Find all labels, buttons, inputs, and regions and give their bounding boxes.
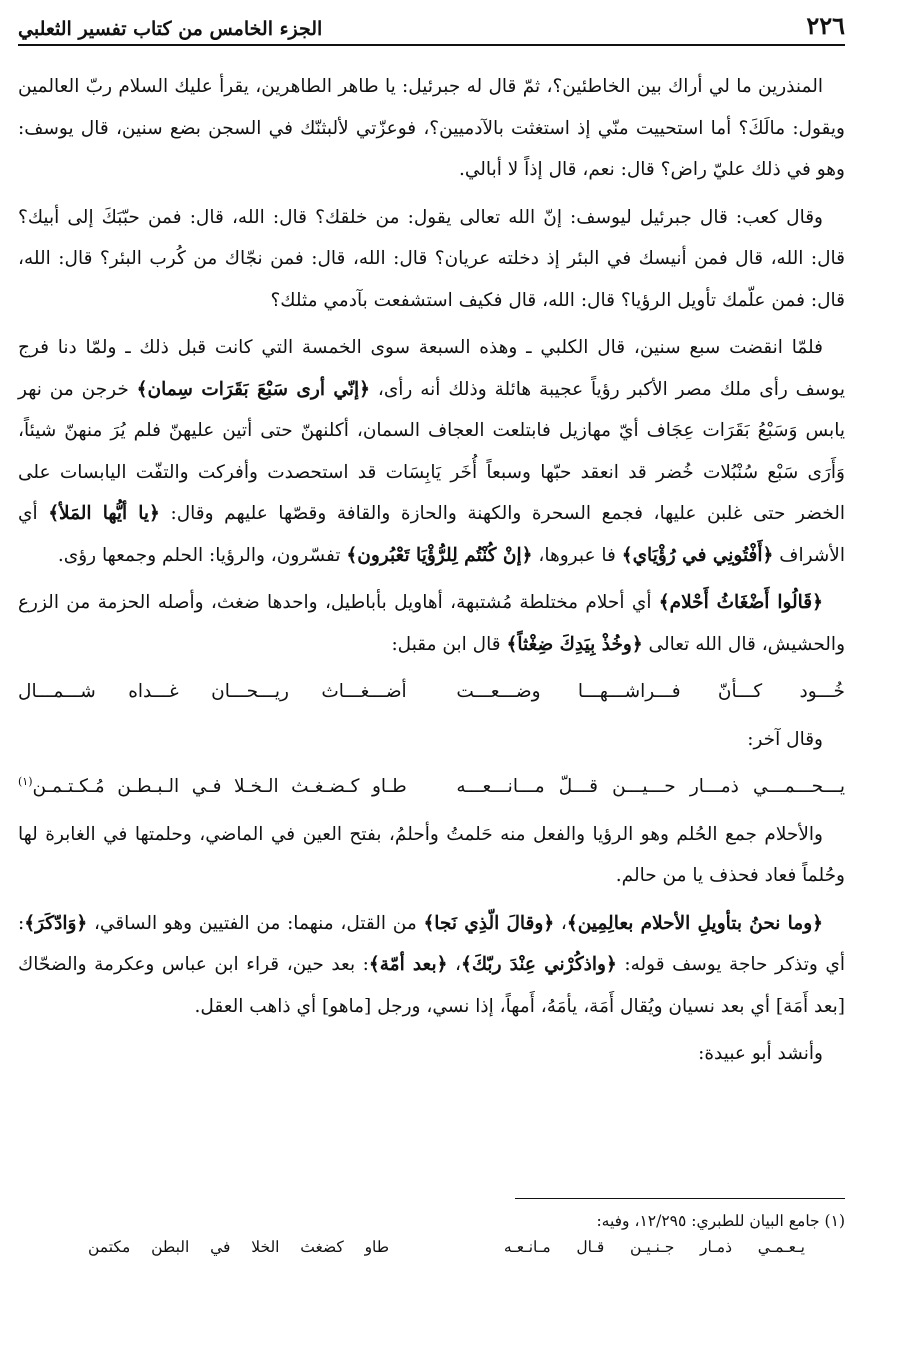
paragraph-text: وَسَبْعُ بَقَرَات عِجَاف أيّ مهازيل فابتلعت العجاف السمان، أكلنهنّ حتى أتين عليهنّ فلم يُرَ منهنّ شيئاً، وَأَرَى سَبْع سُنْبُلات خُضر قد انعقد حبّها وسبعاً أُخَر يَابِسَات قد استحصدت وأفركت والتفّت اليابسات على الخضر حتى غلبن عليها، فجمع السحرة والكهنة والحازة والقافة وقصّها عليهم وقال: <box>18 420 845 524</box>
quran-quote: ﴿يا أيُّها المَلأ﴾ <box>48 503 160 524</box>
quran-quote: ﴿واذكُرْني عِنْدَ ربّكَ﴾ <box>461 954 617 975</box>
quran-quote: ﴿بعد أمّة﴾ <box>368 954 448 975</box>
paragraph-text: المنذرين ما لي أراك بين الخاطئين؟، ثمّ قال له جبرئيل: يا طاهر الطاهرين، يقرأ عليك السلام ربّ العالمين ويقول: مالَكَ؟ أما استحييت منّي إذ استغثت بالآدميين؟، فوعزّتي لألبثنّك في السجن بضع سنين، قال يوسف: وهو في ذلك عليّ راض؟ قال: نعم، قال إذاً لا أبالي. <box>18 76 845 180</box>
paragraph-text: : أي وتذكر حاجة يوسف قوله: <box>18 912 846 975</box>
footnote-verse-second-hemistich: طاو كضغث الخلا في البطن مكتمن <box>88 1238 390 1256</box>
paragraph-text: فا عبروها، <box>532 544 622 566</box>
paragraph-text: خرجن من نهر يابس <box>18 378 845 441</box>
footnote-verse-first-hemistich: يـعـمـي ذمـار جـنـيـن قـال مـانـعـه <box>503 1238 805 1256</box>
paragraph <box>18 582 845 665</box>
footnotes <box>18 1208 845 1260</box>
paragraph-text: من القتل، منهما: من الفتيين وهو الساقي، <box>87 912 424 934</box>
footnote-verse <box>18 1234 845 1260</box>
paragraph-text: ، <box>447 954 461 975</box>
other-poet-intro: وقال آخر: <box>747 728 823 750</box>
footnote-divider <box>515 1198 845 1199</box>
poem-verse-2 <box>18 766 845 808</box>
paragraph-text: والأحلام جمع الحُلم وهو الرؤيا والفعل منه حَلمتُ وأحلمُ، بفتح العين في الماضي، وحلمتها في الغابرة لها وحُلماً فعاد فحذف يا من حالم. <box>18 823 845 886</box>
paragraph <box>18 66 845 191</box>
paragraph-text: ، <box>554 912 567 934</box>
footnote-1: (١) جامع البيان للطبري: ١٢/٢٩٥، وفيه: <box>596 1212 845 1230</box>
paragraph-text: قال ابن مقبل: <box>391 633 507 655</box>
quran-quote: ﴿وقالَ الّذِي نَجا﴾ <box>423 912 555 934</box>
poem-verse-1 <box>18 671 845 713</box>
paragraph-text: : بعد حين، قراء ابن عباس وعكرمة والضحّاك [بعد أَمَة] أي بعد نسيان ويُقال أَمَة، يأمَهُ، أَمهاً، إذا نسي، ورجل [ماهو] أي ذاهب العقل. <box>18 954 845 1017</box>
paragraph <box>18 197 845 322</box>
main-text <box>18 66 845 1081</box>
verse-2-first-hemistich: يـــحـــمـــي ذمـــار حـــيـــن قـــلّ مـــانـــعـــه <box>456 776 845 797</box>
verse-2-second-hemistich <box>18 766 407 808</box>
paragraph-text: أي أحلام مختلطة مُشتبهة، أهاويل بأباطيل، واحدها ضغث، وأصله الحزمة من الزرع والحشيش، قال الله تعالى <box>18 592 845 655</box>
quran-quote: ﴿أَفْتُونِي في رُؤْيَاي﴾ <box>621 544 774 566</box>
verse-2-second-text: طـاو كـضـغـث الـخـلا فـي الـبـطـن مُـكـتـمـن <box>32 776 407 797</box>
quran-quote: ﴿إنْ كُنْتُم لِلرُّؤْيَا تَعْبُرون﴾ <box>346 544 533 566</box>
page-header <box>18 10 845 46</box>
paragraph-group-2 <box>18 814 845 1028</box>
page-number: ٢٢٦ <box>806 11 845 40</box>
paragraph-text: تفسّرون، والرؤيا: الحلم وجمعها رؤى. <box>57 544 347 566</box>
quran-quote: ﴿وخُذْ بِيَدِكَ ضِغْثاً﴾ <box>506 633 643 655</box>
paragraph <box>18 327 845 576</box>
running-title: الجزء الخامس من كتاب تفسير الثعلبي <box>18 18 323 40</box>
quran-quote: ﴿إنّي أرى سَبْعَ بَقَرَات سِمان﴾ <box>136 378 370 400</box>
footnote-marker[interactable]: (١) <box>18 774 33 788</box>
quran-quote: ﴿وما نحنُ بتأويلِ الأحلام بعالِمِين﴾ <box>566 912 823 934</box>
paragraph <box>18 814 845 897</box>
closing-line: وأنشد أبو عبيدة: <box>698 1043 823 1064</box>
verse-1-second-hemistich: أضـــغـــاث ريـــحـــان غـــداه شـــمـــال <box>18 681 407 702</box>
verse-1-first-hemistich: خُـــود كـــأنّ فـــراشـــهـــا وضـــعـــت <box>456 681 845 702</box>
quran-quote: ﴿قَالُوا أَضْغَاثُ أَحْلام﴾ <box>658 592 823 613</box>
quran-quote: ﴿وَادّكَرَ﴾ <box>24 912 88 934</box>
paragraph-group-1 <box>18 66 845 665</box>
paragraph-text: وقال كعب: قال جبرئيل ليوسف: إنّ الله تعالى يقول: من خلقك؟ قال: الله، قال: فمن حبّبَكَ إلى أبيك؟ قال: الله، قال فمن أنيسك في البئر إذ دخلته عريان؟ قال: الله، قال: فمن نجّاك من كُرب البئر؟ قال: الله، قال: فمن علّمك تأويل الرؤيا؟ قال: الله، قال فكيف استشفعت بآدمي مثلك؟ <box>18 206 845 311</box>
paragraph-text: أي الأشراف <box>18 503 845 566</box>
paragraph-text: فلمّا انقضت سبع سنين، قال الكلبي ـ وهذه السبعة سوى الخمسة التي كانت قبل ذلك ـ ولمّا دنا فرج يوسف رأى ملك مصر الأكبر رؤياً عجيبة هائلة وذلك أنه رأى، <box>18 337 845 400</box>
paragraph <box>18 903 845 1028</box>
